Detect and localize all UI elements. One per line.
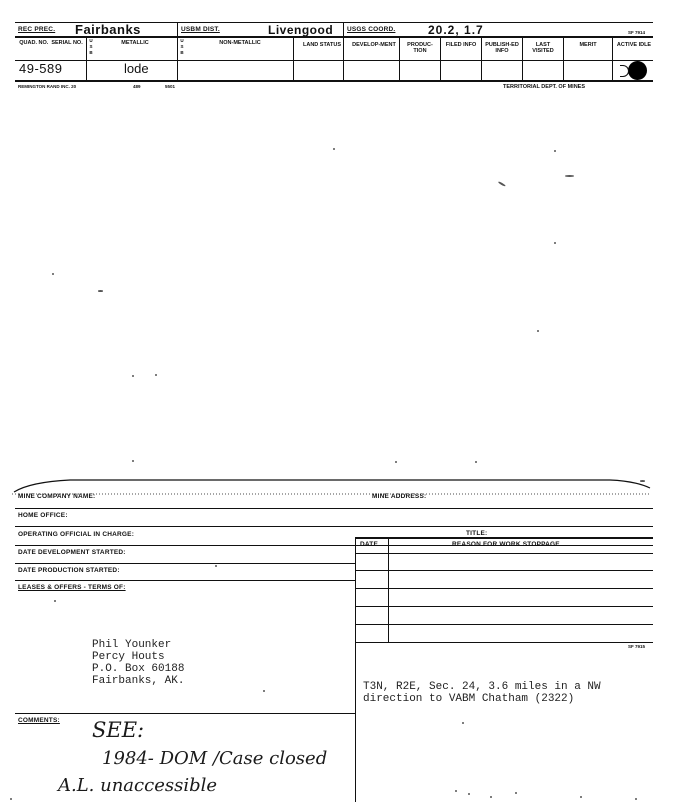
operating-official-label: OPERATING OFFICIAL IN CHARGE: — [18, 531, 135, 538]
usbm-letters-metallic: U S B — [89, 38, 93, 55]
usbm-dist-label: USBM DIST. — [181, 26, 220, 33]
location-line: T3N, R2E, Sec. 24, 3.6 miles in a NW — [363, 681, 601, 693]
production-label: PRODUC-TION — [407, 42, 433, 54]
form-code-top: SF 7914 — [628, 30, 646, 35]
location-line: direction to VABM Chatham (2322) — [363, 693, 575, 705]
department-label: TERRITORIAL DEPT. OF MINES — [503, 84, 585, 90]
address-line: Phil Younker — [92, 639, 172, 651]
date-column-label: DATE — [360, 541, 379, 548]
development-label: DEVELOP-MENT — [352, 42, 396, 48]
usbm-letters-nonmetallic: U S B — [180, 38, 184, 55]
handwritten-case-closed: 1984- DOM /Case closed — [102, 748, 328, 769]
metallic-label: METALLIC — [121, 40, 149, 46]
usgs-coord-value: 20.2, 1.7 — [428, 23, 484, 37]
printer-code-1: 489 — [133, 84, 141, 89]
address-line: Percy Houts — [92, 651, 165, 663]
handwritten-unaccessible: A.L. unaccessible — [58, 775, 218, 796]
reason-column-label: REASON FOR WORK STOPPAGE — [452, 541, 560, 548]
quad-serial-value: 49-589 — [19, 61, 63, 76]
handwritten-see: SEE: — [92, 718, 145, 742]
filed-info-label: FILED INFO — [445, 42, 477, 48]
form-code-bottom: SF 7915 — [628, 644, 646, 649]
published-info-label: PUBLISH-ED INFO — [485, 42, 519, 54]
merit-label: MERIT — [579, 42, 597, 48]
metallic-value: lode — [124, 61, 149, 76]
rec-prec-value: Fairbanks — [75, 22, 141, 37]
active-idle-label: ACTIVE IDLE — [616, 42, 652, 48]
home-office-label: HOME OFFICE: — [18, 512, 68, 519]
leases-label: LEASES & OFFERS - TERMS OF: — [18, 584, 126, 591]
active-status-dot — [628, 61, 647, 80]
land-status-label: LAND STATUS — [303, 42, 341, 48]
title-label: TITLE: — [466, 530, 488, 537]
date-development-label: DATE DEVELOPMENT STARTED: — [18, 549, 126, 556]
last-visited-label: LAST VISITED — [532, 42, 554, 54]
address-line: P.O. Box 60188 — [92, 663, 185, 675]
active-status-mark — [620, 65, 629, 77]
rec-prec-label: REC PREC. — [18, 26, 56, 33]
fold-line — [10, 474, 670, 496]
usbm-dist-value: Livengood — [268, 23, 334, 37]
printer-line: REMINGTON RAND INC. 20 — [18, 84, 77, 89]
printer-code-2: 5501 — [165, 84, 176, 89]
mine-address-label: MINE ADDRESS: — [372, 493, 427, 500]
mine-company-name-label: MINE COMPANY NAME: — [18, 493, 96, 500]
quad-serial-label: QUAD. NO. SERIAL NO. — [19, 40, 83, 46]
address-line: Fairbanks, AK. — [92, 675, 185, 687]
date-production-label: DATE PRODUCTION STARTED: — [18, 567, 120, 574]
non-metallic-label: NON-METALLIC — [219, 40, 261, 46]
comments-label: COMMENTS: — [18, 717, 60, 724]
usgs-coord-label: USGS COORD. — [347, 26, 396, 33]
